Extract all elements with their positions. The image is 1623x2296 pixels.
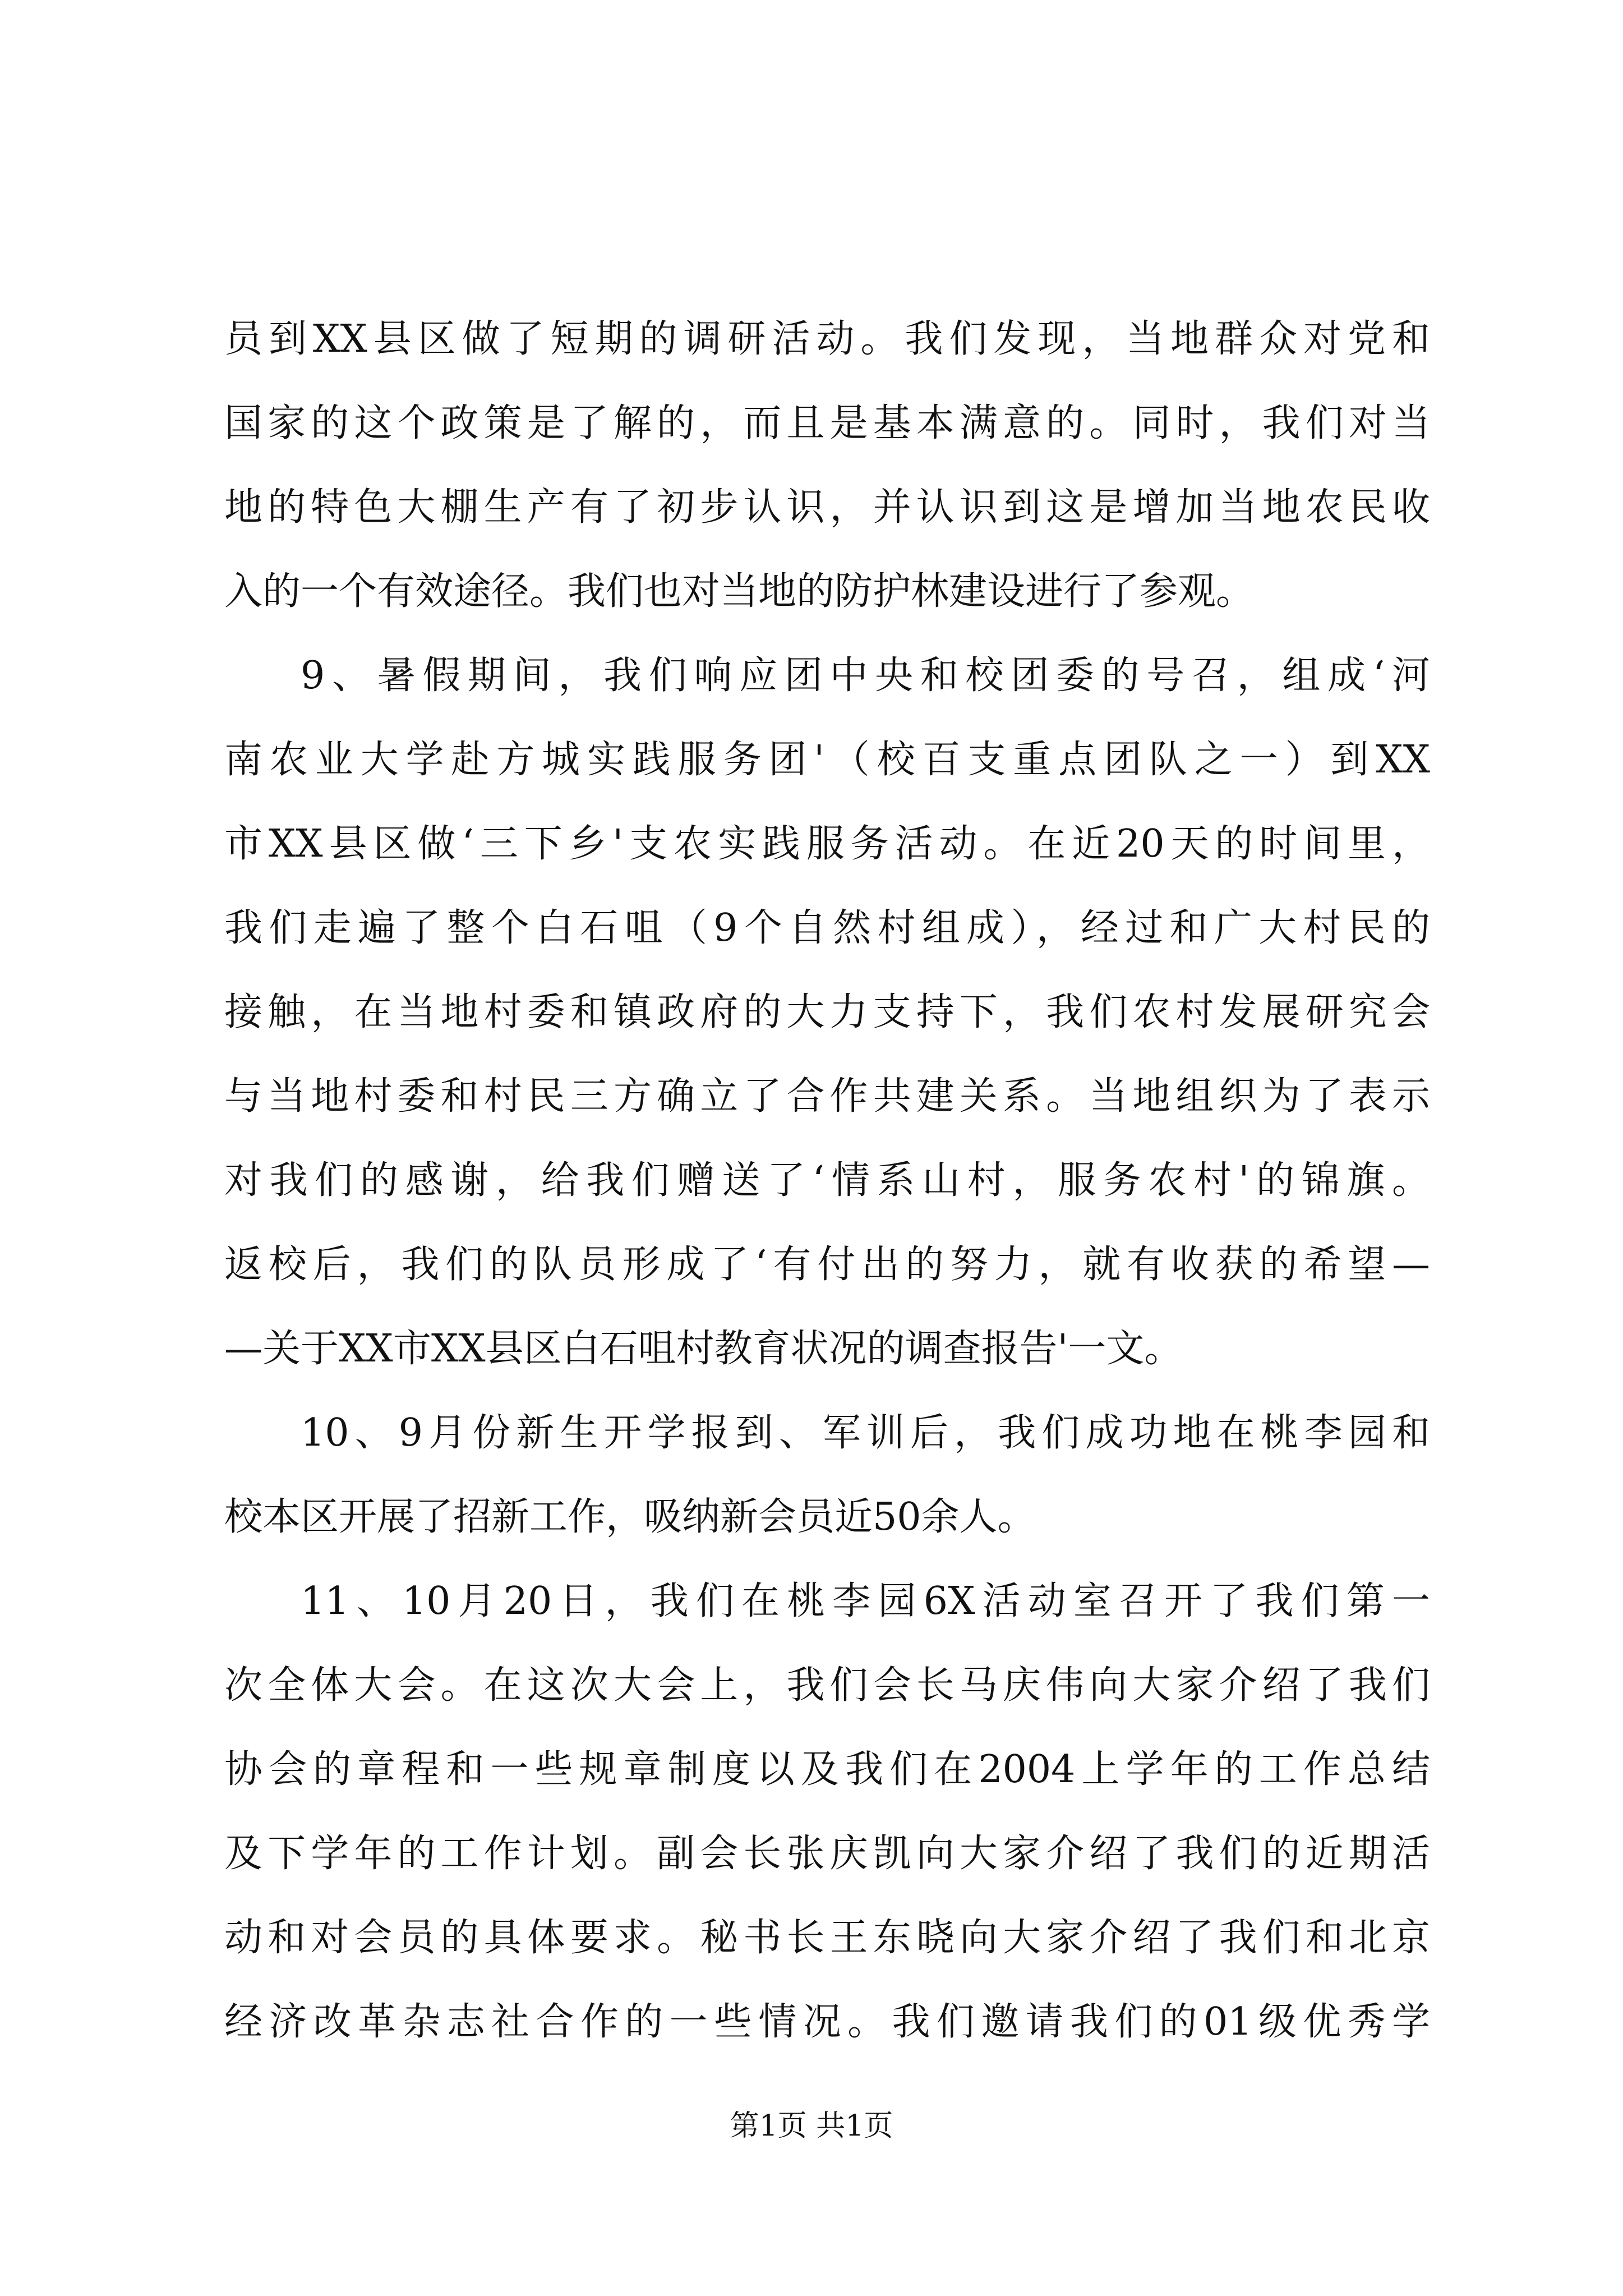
paragraph-line: 南农业大学赴方城实践服务团'（校百支重点团队之一）到XX xyxy=(224,738,1430,782)
paragraph-line: 国家的这个政策是了解的，而且是基本满意的。同时，我们对当 xyxy=(224,401,1430,445)
paragraph-line: 10、9月份新生开学报到、军训后，我们成功地在桃李园和 xyxy=(301,1411,1430,1455)
paragraph-line: 次全体大会。在这次大会上，我们会长马庆伟向大家介绍了我们 xyxy=(224,1663,1430,1708)
paragraph-line: 及下学年的工作计划。副会长张庆凯向大家介绍了我们的近期活 xyxy=(224,1832,1430,1876)
document-body xyxy=(224,297,1430,2064)
paragraph-line: 动和对会员的具体要求。秘书长王东晓向大家介绍了我们和北京 xyxy=(224,1916,1430,1960)
paragraph-line: 市XX县区做‘三下乡'支农实践服务活动。在近20天的时间里， xyxy=(224,822,1430,866)
page-number-footer: 第1页 共1页 xyxy=(730,2109,893,2143)
paragraph-line: 协会的章程和一些规章制度以及我们在2004上学年的工作总结 xyxy=(224,1747,1430,1792)
paragraph-line: 11、10月20日，我们在桃李园6X活动室召开了我们第一 xyxy=(301,1579,1430,1623)
paragraph-line: 地的特色大棚生产有了初步认识，并认识到这是增加当地农民收 xyxy=(224,485,1430,530)
paragraph-line: 入的一个有效途径。我们也对当地的防护林建设进行了参观。 xyxy=(224,569,1255,614)
paragraph-line: —关于XX市XX县区白石咀村教育状况的调查报告'一文。 xyxy=(224,1327,1183,1371)
paragraph-line: 与当地村委和村民三方确立了合作共建关系。当地组织为了表示 xyxy=(224,1074,1430,1119)
paragraph-line: 校本区开展了招新工作，吸纳新会员近50余人。 xyxy=(224,1495,1036,1539)
paragraph-line: 返校后，我们的队员形成了‘有付出的努力，就有收获的希望— xyxy=(224,1243,1430,1287)
paragraph-line: 对我们的感谢，给我们赠送了‘情系山村，服务农村'的锦旗。 xyxy=(224,1158,1430,1203)
paragraph-line: 接触，在当地村委和镇政府的大力支持下，我们农村发展研究会 xyxy=(224,990,1430,1034)
paragraph-line: 9、暑假期间，我们响应团中央和校团委的号召，组成‘河 xyxy=(301,654,1430,698)
paragraph-line: 我们走遍了整个白石咀（9个自然村组成），经过和广大村民的 xyxy=(224,906,1430,950)
paragraph-line: 经济改革杂志社合作的一些情况。我们邀请我们的01级优秀学 xyxy=(224,2000,1430,2044)
paragraph-line: 员到XX县区做了短期的调研活动。我们发现，当地群众对党和 xyxy=(224,317,1430,361)
